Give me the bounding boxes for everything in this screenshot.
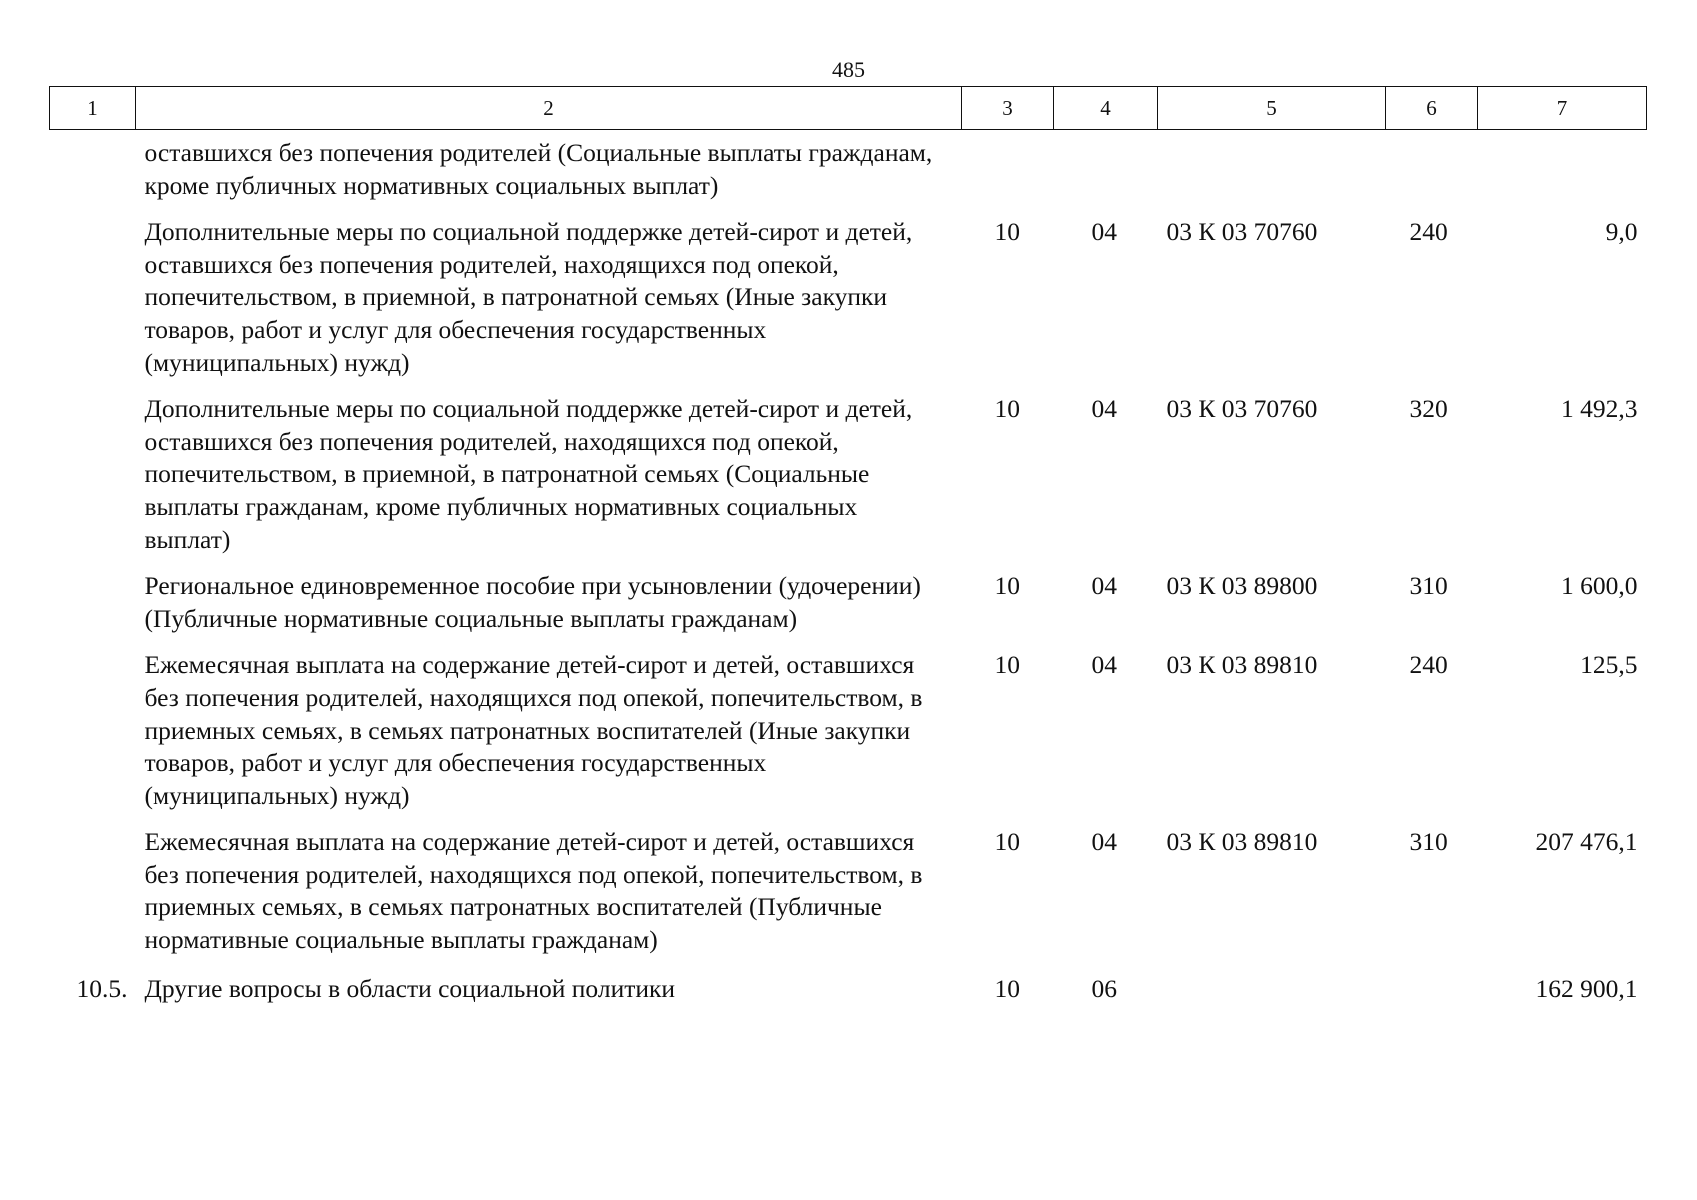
row-expense-type: 310: [1409, 571, 1448, 601]
row-expense-type: 320: [1409, 394, 1448, 424]
row-expense-type: 240: [1409, 217, 1448, 247]
page-number: 485: [832, 57, 865, 82]
row-name: Ежемесячная выплата на содержание детей-сирот и детей, оставшихся без попечения родителей, находящихся под опекой, попечительством, в приемных семьях, в семьях патронатных воспитателей (Публичные нормативные социальные выплаты гражданам): [144, 827, 923, 955]
column-header-4: 4: [1054, 87, 1158, 130]
row-subsection: 04: [1091, 217, 1117, 247]
row-amount: 162 900,1: [1535, 973, 1638, 1003]
row-name: Региональное единовременное пособие при усыновлении (удочерении) (Публичные нормативные социальные выплаты гражданам): [144, 571, 921, 633]
row-number: [50, 649, 136, 826]
column-header-7: 7: [1478, 87, 1647, 130]
row-amount: 9,0: [1605, 217, 1638, 247]
row-section: 10: [994, 394, 1020, 424]
row-subsection: 04: [1091, 827, 1117, 857]
row-target-code: [1158, 130, 1386, 217]
row-number: [50, 130, 136, 217]
table-row: [50, 393, 1647, 570]
header-row: [50, 87, 1647, 130]
row-name: оставшихся без попечения родителей (Социальные выплаты гражданам, кроме публичных нормативных социальных выплат): [144, 138, 933, 200]
row-section: 10: [994, 571, 1020, 601]
row-name: Ежемесячная выплата на содержание детей-сирот и детей, оставшихся без попечения родителей, находящихся под опекой, попечительством, в приемных семьях, в семьях патронатных воспитателей (Иные закупки товаров, работ и услуг для обеспечения государственных (муниципальных) нужд): [144, 650, 923, 810]
table-row: [50, 826, 1647, 970]
row-expense-type: 310: [1409, 827, 1448, 857]
row-expense-type: [1386, 971, 1478, 1020]
column-header-3: 3: [962, 87, 1054, 130]
table-row: [50, 130, 1647, 217]
row-target-code: 03 К 03 89810: [1166, 650, 1318, 680]
row-subsection: 04: [1091, 650, 1117, 680]
row-amount: 1 492,3: [1561, 394, 1638, 424]
table-row: [50, 971, 1647, 1020]
table-row: [50, 216, 1647, 393]
row-number: [50, 216, 136, 393]
row-amount: [1478, 130, 1647, 217]
table-row: [50, 570, 1647, 649]
row-amount: 125,5: [1580, 650, 1638, 680]
row-name: Дополнительные меры по социальной поддержке детей-сирот и детей, оставшихся без попечения родителей, находящихся под опекой, попечительством, в приемной, в патронатной семьях (Иные закупки товаров, работ и услуг для обеспечения государственных (муниципальных) нужд): [144, 217, 913, 377]
row-section: [962, 130, 1054, 217]
row-subsection: 06: [1091, 973, 1117, 1003]
row-section: 10: [994, 973, 1020, 1003]
row-subsection: 04: [1091, 394, 1117, 424]
row-expense-type: [1386, 130, 1478, 217]
row-number: [50, 570, 136, 649]
row-subsection: 04: [1091, 571, 1117, 601]
budget-table: [49, 86, 1647, 1019]
row-target-code: 03 К 03 70760: [1166, 394, 1318, 424]
row-section: 10: [994, 827, 1020, 857]
table-body: [50, 130, 1647, 1020]
row-section: 10: [994, 217, 1020, 247]
row-number: [50, 826, 136, 970]
row-number: 10.5.: [76, 973, 128, 1003]
row-target-code: 03 К 03 70760: [1166, 217, 1318, 247]
row-target-code: [1158, 971, 1386, 1020]
row-amount: 207 476,1: [1535, 827, 1638, 857]
row-subsection: [1054, 130, 1158, 217]
row-name: Дополнительные меры по социальной поддержке детей-сирот и детей, оставшихся без попечения родителей, находящихся под опекой, попечительством, в приемной, в патронатной семьях (Социальные выплаты гражданам, кроме публичных нормативных социальных выплат): [144, 394, 913, 554]
column-header-2: 2: [136, 87, 962, 130]
row-name: Другие вопросы в области социальной политики: [144, 973, 676, 1003]
row-target-code: 03 К 03 89810: [1166, 827, 1318, 857]
column-header-1: 1: [50, 87, 136, 130]
column-header-5: 5: [1158, 87, 1386, 130]
column-header-6: 6: [1386, 87, 1478, 130]
row-number: [50, 393, 136, 570]
row-amount: 1 600,0: [1561, 571, 1638, 601]
row-target-code: 03 К 03 89800: [1166, 571, 1318, 601]
table-row: [50, 649, 1647, 826]
row-section: 10: [994, 650, 1020, 680]
table-header: [50, 87, 1647, 130]
row-expense-type: 240: [1409, 650, 1448, 680]
